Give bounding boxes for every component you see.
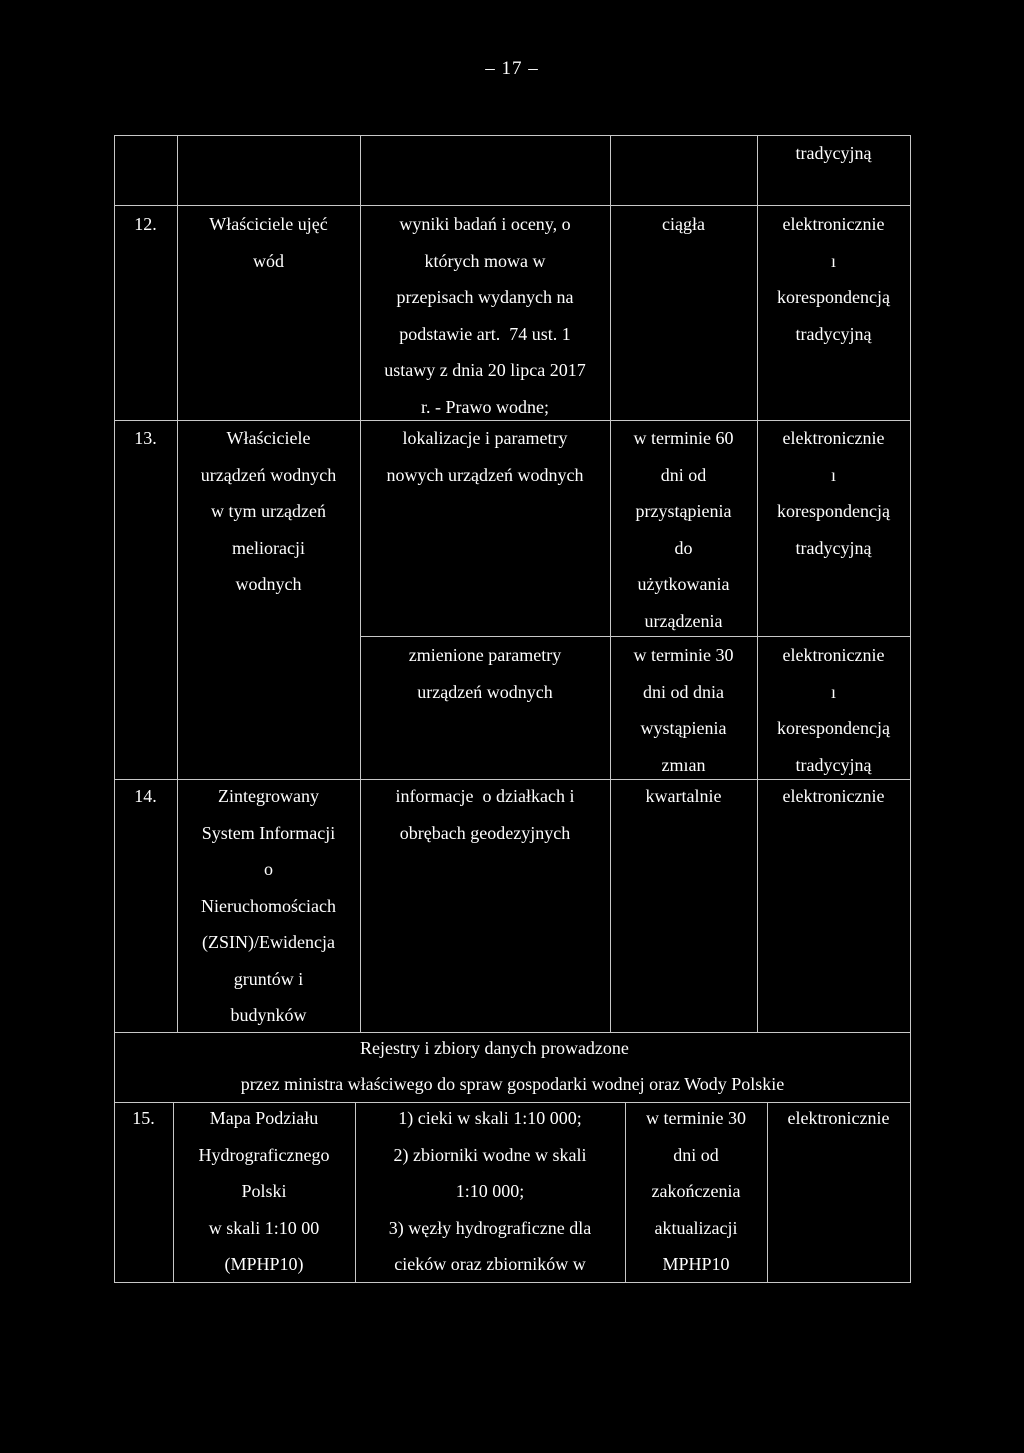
data-scope-cell: informacje o działkach i obrębach geodezyjnych (395, 786, 575, 843)
data-scope-cell: 1) cieki w skali 1:10 000; 2) zbiorniki wodne w skali 1:10 000; 3) węzły hydrograficzne dla cieków oraz zbiorników w (388, 1108, 592, 1274)
entity-cell: Właściciele ujęć wód (209, 214, 328, 271)
data-scope-cell: lokalizacje i parametry nowych urządzeń wodnych (386, 428, 584, 485)
delivery-form-cell: elektronicznie ı korespondencją tradycyjną (777, 428, 890, 558)
frequency-cell: kwartalnie (645, 786, 722, 806)
delivery-form-cell: elektronicznie (787, 1108, 890, 1128)
delivery-form-cell: elektronicznie ı korespondencją tradycyjną (777, 214, 890, 344)
delivery-form-cell: elektronicznie ı korespondencją tradycyjną (777, 645, 890, 775)
row-number: 13. (134, 428, 157, 448)
frequency-cell: w terminie 30 dni od dnia wystąpienia zmıan (633, 645, 734, 775)
delivery-form-cell: elektronicznie (782, 786, 885, 806)
delivery-form-cell: tradycyjną (795, 143, 872, 163)
frequency-cell: ciągła (662, 214, 705, 234)
page-number: – 17 – (485, 58, 539, 79)
table-border (910, 135, 911, 1282)
data-scope-cell: zmienione parametry urządzeń wodnych (408, 645, 562, 702)
row-number: 14. (134, 786, 157, 806)
row-number: 12. (134, 214, 157, 234)
entity-cell: Zintegrowany System Informacji o Nieruchomościach (ZSIN)/Ewidencja gruntów i budynków (201, 786, 336, 1025)
frequency-cell: w terminie 60 dni od przystąpienia do użytkowania urządzenia (633, 428, 734, 631)
data-scope-cell: wyniki badań i oceny, o których mowa w przepisach wydanych na podstawie art. 74 ust. 1 ustawy z dnia 20 lipca 2017 r. - Prawo wodne; (384, 214, 586, 417)
section-header-line: Rejestry i zbiory danych prowadzone (360, 1038, 629, 1058)
entity-cell: Właściciele urządzeń wodnych w tym urządzeń melioracji wodnych (200, 428, 337, 594)
row-number: 15. (132, 1108, 155, 1128)
entity-cell: Mapa Podziału Hydrograficznego Polski w skali 1:10 00 (MPHP10) (198, 1108, 330, 1274)
section-header-line: przez ministra właściwego do spraw gospodarki wodnej oraz Wody Polskie (240, 1074, 785, 1094)
frequency-cell: w terminie 30 dni od zakończenia aktualizacji MPHP10 (646, 1108, 746, 1274)
